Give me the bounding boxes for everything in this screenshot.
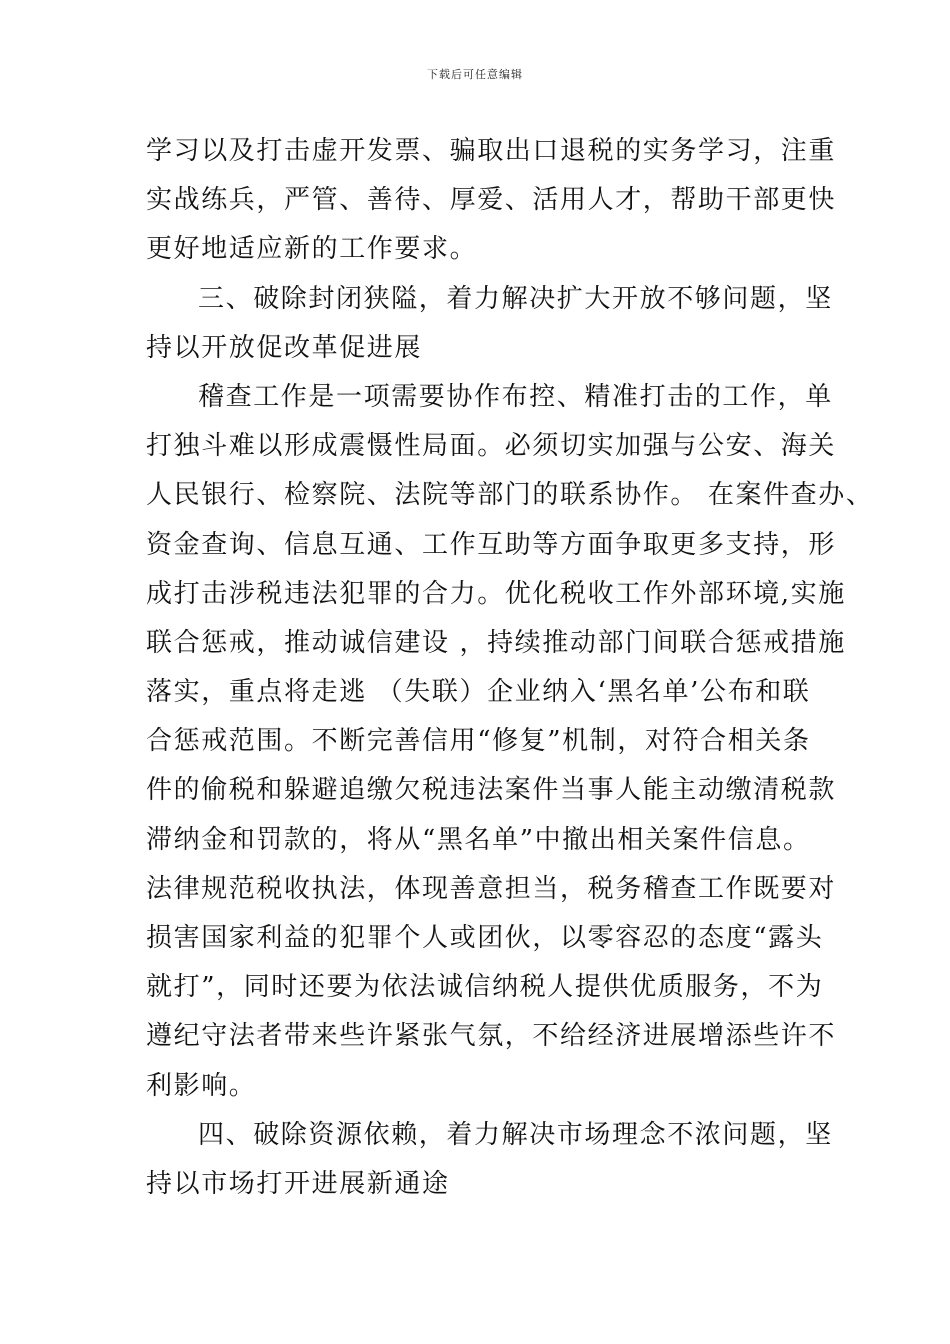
text-line: 资金查询、信息互通、工作互助等方面争取更多支持，形 — [146, 529, 837, 560]
header-note: 下载后可任意编辑 — [427, 68, 523, 81]
section-heading-4: 四、破除资源依赖，着力解决市场理念不浓问题，坚 — [198, 1119, 833, 1150]
section-heading-3: 三、破除封闭狭隘，着力解决扩大开放不够问题，坚 — [198, 283, 833, 314]
section-heading-4-cont: 持以市场打开进展新通途 — [146, 1168, 450, 1199]
text-line: 更好地适应新的工作要求。 — [146, 234, 478, 265]
text-line: 落实，重点将走逃 （失联）企业纳入‘黑名单’公布和联 — [146, 677, 811, 708]
text-line: 遵纪守法者带来些许紧张气氛，不给经济进展增添些许不 — [146, 1021, 837, 1052]
text-line: 合惩戒范围。不断完善信用“修复”机制，对符合相关条 — [146, 726, 811, 757]
text-line: 学习以及打击虚开发票、骗取出口退税的实务学习，注重 — [146, 136, 837, 166]
text-line: 打独斗难以形成震慑性局面。必须切实加强与公安、海关 — [146, 431, 837, 462]
text-line: 滞纳金和罚款的，将从“黑名单”中撤出相关案件信息。 — [146, 824, 811, 855]
text-line: 人民银行、检察院、法院等部门的联系协作。 在案件查办、 — [146, 480, 874, 511]
text-line: 成打击涉税违法犯罪的合力。优化税收工作外部环境,实施 — [146, 578, 846, 609]
section-heading-3-cont: 持以开放促改革促进展 — [146, 332, 423, 363]
text-line: 联合惩戒，推动诚信建设 ，持续推动部门间联合惩戒措施 — [146, 627, 846, 658]
text-line: 就打”，同时还要为依法诚信纳税人提供优质服务，不为 — [146, 972, 824, 1003]
text-line: 实战练兵，严管、善待、厚爱、活用人才，帮助干部更快 — [146, 185, 837, 216]
text-line: 件的偷税和躲避追缴欠税违法案件当事人能主动缴清税款 — [146, 775, 837, 806]
paragraph-start: 稽查工作是一项需要协作布控、精准打击的工作，单 — [198, 381, 833, 412]
text-line: 损害国家利益的犯罪个人或团伙，以零容忍的态度“露头 — [146, 923, 824, 953]
body-text — [146, 127, 874, 1209]
text-line: 法律规范税收执法，体现善意担当，税务稽查工作既要对 — [146, 873, 837, 904]
text-line: 利影响。 — [146, 1070, 257, 1101]
